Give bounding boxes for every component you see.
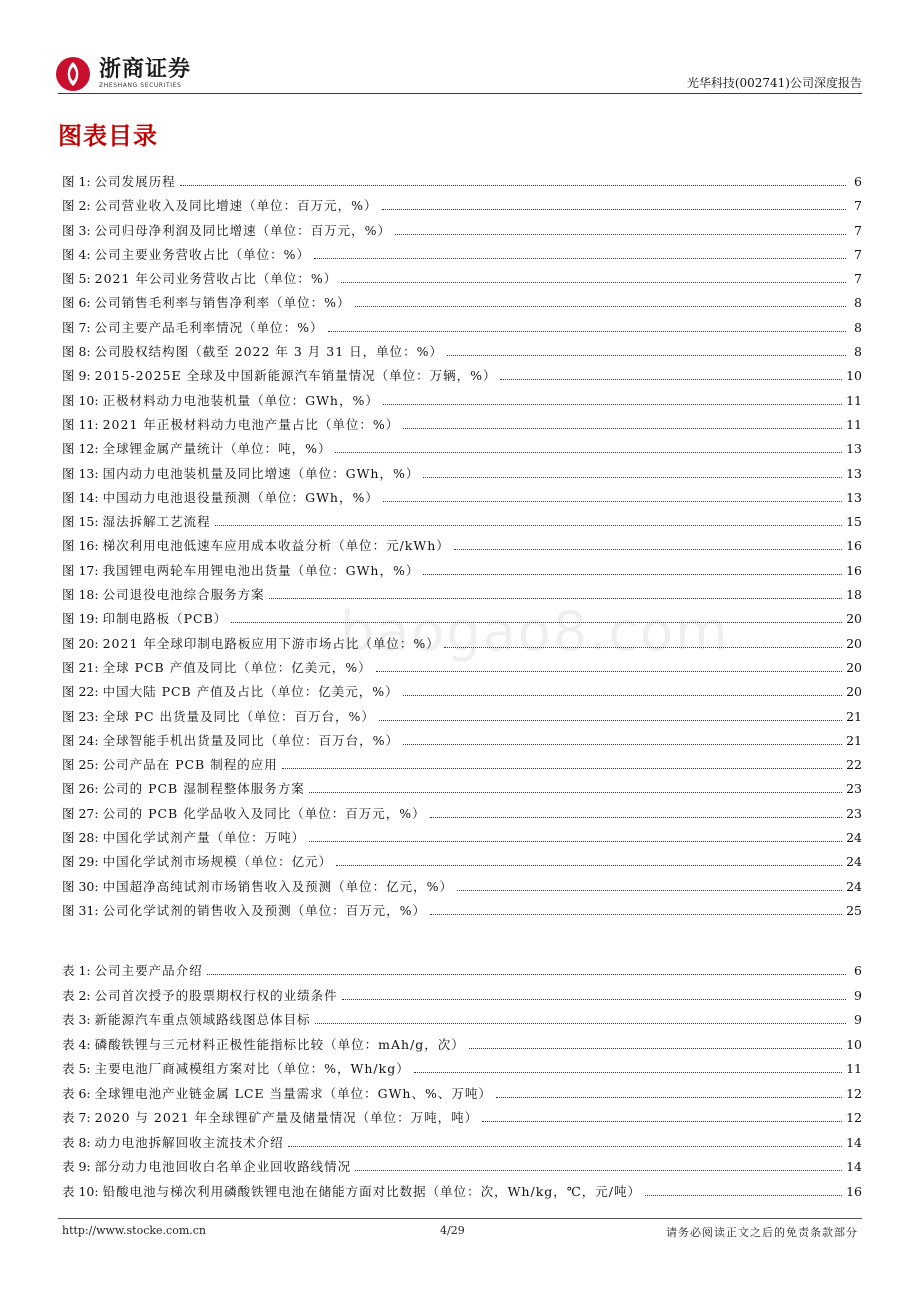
header-divider — [58, 93, 862, 94]
figure-entry-label: 图 12: — [62, 441, 99, 457]
table-entry-label: 表 7: — [62, 1110, 91, 1125]
figure-entry-label: 图 11: — [62, 416, 99, 432]
table-entry[interactable] — [62, 961, 862, 986]
figure-entry-page: 16 — [846, 562, 862, 578]
figure-entry-label: 图 29: — [62, 854, 99, 870]
table-entry-label: 表 5: — [62, 1061, 91, 1076]
table-entry-title: 公司首次授予的股票期权行权的业绩条件 — [94, 987, 338, 1003]
figure-entry-page: 8 — [854, 319, 862, 335]
figure-entry-page: 7 — [854, 198, 862, 214]
table-entry-title: 磷酸铁锂与三元材料正极性能指标比较（单位：mAh/g，次） — [94, 1036, 465, 1052]
figure-entry-page: 24 — [846, 878, 862, 894]
leader-dots — [383, 394, 842, 405]
figure-entry-label: 图 10: — [62, 392, 99, 408]
figure-entry[interactable] — [62, 877, 862, 901]
leader-dots — [403, 685, 843, 696]
figure-entry-title: 湿法拆解工艺流程 — [102, 514, 211, 530]
figure-entry-title: 中国大陆 PCB 产值及占比（单位：亿美元，%） — [102, 684, 399, 700]
leader-dots — [376, 661, 843, 672]
figure-entry-label: 图 6: — [62, 295, 91, 311]
figure-entry-label: 图 28: — [62, 830, 99, 846]
figure-entry-page: 10 — [846, 368, 862, 384]
figure-entry-label: 图 30: — [62, 878, 99, 894]
leader-dots — [496, 1087, 842, 1098]
figure-entry-title: 全球 PC 出货量及同比（单位：百万台，%） — [102, 708, 375, 724]
figure-entry-title: 公司归母净利润及同比增速（单位：百万元，%） — [94, 222, 392, 238]
leader-dots — [379, 710, 842, 721]
table-entry-page: 14 — [846, 1159, 862, 1174]
figure-entry-title: 国内动力电池装机量及同比增速（单位：GWh，%） — [102, 465, 420, 481]
figure-entry-label: 图 17: — [62, 562, 99, 578]
leader-dots — [382, 199, 846, 210]
figure-entry-page: 20 — [846, 611, 862, 627]
footer-divider — [58, 1218, 862, 1219]
figure-entry-title: 中国超净高纯试剂市场销售收入及预测（单位：亿元，%） — [102, 878, 453, 894]
figure-entry[interactable] — [62, 731, 862, 755]
figure-entry-title: 公司发展历程 — [94, 174, 176, 189]
figure-entry[interactable] — [62, 585, 862, 609]
figure-entry-label: 图 24: — [62, 732, 99, 748]
figure-entry-title: 中国化学试剂市场规模（单位：亿元） — [102, 854, 333, 870]
leader-dots — [282, 758, 842, 769]
figure-entry[interactable] — [62, 464, 862, 488]
leader-dots — [314, 248, 846, 259]
table-entry-title: 主要电池厂商减模组方案对比（单位：%，Wh/kg） — [94, 1061, 410, 1076]
figure-entry-label: 图 15: — [62, 514, 99, 530]
figure-entry-title: 2021 年公司业务营收占比（单位：%） — [94, 271, 338, 287]
figure-entry-label: 图 31: — [62, 902, 99, 918]
figure-entry-label: 图 19: — [62, 611, 99, 627]
footer-url-link[interactable]: http://www.stocke.com.cn — [62, 1224, 206, 1237]
figure-entry-title: 公司化学试剂的销售收入及预测（单位：百万元，%） — [102, 902, 426, 918]
leader-dots — [447, 345, 846, 356]
figure-entry[interactable] — [62, 342, 862, 366]
figure-entry-label: 图 4: — [62, 246, 91, 262]
figure-entry-page: 13 — [846, 441, 862, 457]
figure-entry-title: 公司主要业务营收占比（单位：%） — [94, 246, 311, 262]
logo-text-cn: 浙商证券 — [99, 57, 192, 82]
figure-entry-title: 公司的 PCB 湿制程整体服务方案 — [102, 781, 305, 797]
figure-entry[interactable] — [62, 196, 862, 220]
figure-entry[interactable] — [62, 609, 862, 633]
figure-entry-label: 图 20: — [62, 635, 99, 651]
figure-entry-title: 2021 年全球印制电路板应用下游市场占比（单位：%） — [102, 635, 440, 651]
table-entry-title: 部分动力电池回收白名单企业回收路线情况 — [94, 1159, 352, 1174]
figure-entry-page: 21 — [846, 708, 862, 724]
figure-entry[interactable] — [62, 658, 862, 682]
table-entry-page: 6 — [854, 963, 862, 978]
figure-entry-title: 公司产品在 PCB 制程的应用 — [102, 757, 278, 773]
figure-entry-title: 全球 PCB 产值及同比（单位：亿美元，%） — [102, 659, 372, 675]
figure-entry-title: 公司股权结构图（截至 2022 年 3 月 31 日，单位：%） — [94, 344, 444, 360]
figure-entry-label: 图 5: — [62, 271, 91, 287]
leader-dots — [454, 539, 842, 550]
leader-dots — [355, 296, 846, 307]
leader-dots — [315, 1013, 846, 1024]
figure-entry-page: 24 — [846, 830, 862, 846]
figure-entry-title: 正极材料动力电池装机量（单位：GWh，%） — [102, 392, 379, 408]
page-header — [0, 0, 920, 100]
figure-entry-label: 图 23: — [62, 708, 99, 724]
figure-entry[interactable] — [62, 755, 862, 779]
leader-dots — [395, 224, 846, 235]
table-entry[interactable] — [62, 1010, 862, 1035]
figure-entry[interactable] — [62, 852, 862, 876]
figure-entry-page: 21 — [846, 732, 862, 748]
figure-entry-page: 6 — [854, 174, 862, 189]
figure-entry-page: 18 — [846, 587, 862, 603]
figure-entry[interactable] — [62, 634, 862, 658]
figure-entry[interactable] — [62, 512, 862, 536]
figure-entry-title: 梯次利用电池低速车应用成本收益分析（单位：元/kWh） — [102, 538, 450, 554]
figure-entry-title: 公司销售毛利率与销售净利率（单位：%） — [94, 295, 351, 311]
figure-entry-title: 公司主要产品毛利率情况（单位：%） — [94, 319, 324, 335]
table-entry-title: 2020 与 2021 年全球锂矿产量及储量情况（单位：万吨，吨） — [94, 1110, 479, 1125]
figure-entry[interactable] — [62, 293, 862, 317]
figure-entry-page: 8 — [854, 295, 862, 311]
table-entry-page: 9 — [854, 987, 862, 1003]
leader-dots — [341, 272, 846, 283]
leader-dots — [269, 588, 842, 599]
figure-list — [62, 172, 862, 925]
leader-dots — [500, 369, 842, 380]
figure-entry-page: 7 — [854, 271, 862, 287]
table-entry-label: 表 3: — [62, 1012, 91, 1027]
leader-dots — [430, 807, 843, 818]
figure-entry[interactable] — [62, 682, 862, 706]
page-number: 4/29 — [440, 1224, 465, 1237]
figure-entry-page: 25 — [846, 902, 862, 918]
leader-dots — [288, 1136, 842, 1147]
figure-entry[interactable] — [62, 318, 862, 342]
figure-entry[interactable] — [62, 391, 862, 415]
figure-entry[interactable] — [62, 828, 862, 852]
figure-entry-page: 11 — [846, 392, 862, 408]
table-entry-title: 铅酸电池与梯次利用磷酸铁锂电池在储能方面对比数据（单位：次，Wh/kg，℃，元/吨） — [102, 1183, 641, 1199]
figure-entry-page: 13 — [846, 489, 862, 505]
table-entry-page: 11 — [846, 1061, 862, 1076]
leader-dots — [355, 1160, 842, 1171]
figure-entry[interactable] — [62, 804, 862, 828]
table-entry[interactable] — [62, 1084, 862, 1109]
figure-entry-page: 20 — [846, 659, 862, 675]
leader-dots — [645, 1185, 842, 1196]
table-entry-title: 新能源汽车重点领域路线图总体目标 — [94, 1012, 311, 1027]
figure-entry[interactable] — [62, 269, 862, 293]
leader-dots — [403, 734, 842, 745]
table-entry[interactable] — [62, 1157, 862, 1182]
leader-dots — [335, 442, 842, 453]
leader-dots — [430, 904, 842, 915]
figure-entry-page: 13 — [846, 465, 862, 481]
figure-entry-title: 印制电路板（PCB） — [102, 611, 228, 627]
figure-entry[interactable] — [62, 707, 862, 731]
table-entry-label: 表 2: — [62, 987, 91, 1003]
figure-entry-title: 公司退役电池综合服务方案 — [102, 587, 265, 603]
leader-dots — [444, 637, 842, 648]
table-entry-title: 全球锂电池产业链金属 LCE 当量需求（单位：GWh、%、万吨） — [94, 1085, 492, 1101]
leader-dots — [423, 467, 842, 478]
figure-entry-title: 2021 年正极材料动力电池产量占比（单位：%） — [102, 416, 400, 432]
table-entry[interactable] — [62, 986, 862, 1011]
leader-dots — [309, 782, 842, 793]
figure-entry-label: 图 14: — [62, 489, 99, 505]
table-entry[interactable] — [62, 1182, 862, 1207]
table-entry-label: 表 1: — [62, 963, 91, 978]
figure-entry-page: 24 — [846, 854, 862, 870]
figure-entry-page: 15 — [846, 514, 862, 530]
leader-dots — [403, 418, 842, 429]
figure-entry-label: 图 8: — [62, 344, 91, 360]
figure-entry[interactable] — [62, 488, 862, 512]
figure-entry[interactable] — [62, 779, 862, 803]
leader-dots — [342, 989, 846, 1000]
figure-entry-page: 8 — [854, 344, 862, 360]
figure-entry-label: 图 21: — [62, 659, 99, 675]
leader-dots — [383, 491, 842, 502]
figure-entry-page: 7 — [854, 222, 862, 238]
table-entry-page: 12 — [846, 1110, 862, 1125]
leader-dots — [207, 964, 846, 975]
figure-entry-title: 中国化学试剂产量（单位：万吨） — [102, 830, 306, 846]
table-entry-title: 动力电池拆解回收主流技术介绍 — [94, 1134, 284, 1150]
figure-entry[interactable] — [62, 901, 862, 925]
figure-entry-label: 图 9: — [62, 368, 91, 384]
figure-entry-label: 图 2: — [62, 198, 91, 214]
figure-entry-title: 公司的 PCB 化学品收入及同比（单位：百万元，%） — [102, 805, 426, 821]
figure-entry-page: 16 — [846, 538, 862, 554]
figure-entry-title: 全球智能手机出货量及同比（单位：百万台，%） — [102, 732, 399, 748]
figure-entry-title: 全球锂金属产量统计（单位：吨，%） — [102, 441, 332, 457]
leader-dots — [414, 1062, 842, 1073]
figure-entry[interactable] — [62, 366, 862, 390]
figure-entry-label: 图 16: — [62, 538, 99, 554]
table-entry-label: 表 10: — [62, 1183, 99, 1199]
figure-entry-page: 20 — [846, 684, 862, 700]
figure-entry-page: 11 — [846, 416, 862, 432]
table-entry-page: 16 — [846, 1183, 862, 1199]
figure-entry-title: 2015-2025E 全球及中国新能源汽车销量情况（单位：万辆，%） — [94, 368, 497, 384]
figure-entry-label: 图 3: — [62, 222, 91, 238]
table-entry[interactable] — [62, 1035, 862, 1060]
figure-entry-label: 图 26: — [62, 781, 99, 797]
leader-dots — [336, 855, 842, 866]
table-entry[interactable] — [62, 1059, 862, 1084]
leader-dots — [309, 831, 842, 842]
report-title: 光华科技(002741)公司深度报告 — [686, 76, 862, 90]
figure-entry-label: 图 27: — [62, 805, 99, 821]
figure-entry-label: 图 22: — [62, 684, 99, 700]
leader-dots — [457, 880, 842, 891]
toc-heading: 图表目录 — [58, 121, 158, 150]
table-entry[interactable] — [62, 1108, 862, 1133]
table-entry-label: 表 6: — [62, 1085, 91, 1101]
figure-entry[interactable] — [62, 536, 862, 560]
leader-dots — [231, 612, 842, 623]
figure-entry-page: 7 — [854, 246, 862, 262]
table-entry-title: 公司主要产品介绍 — [94, 963, 203, 978]
figure-entry-page: 22 — [846, 757, 862, 773]
figure-entry-page: 23 — [846, 781, 862, 797]
figure-entry-label: 图 13: — [62, 465, 99, 481]
disclaimer-note: 请务必阅读正文之后的免责条款部分 — [666, 1226, 858, 1239]
figure-entry-label: 图 25: — [62, 757, 99, 773]
figure-entry-page: 20 — [846, 635, 862, 651]
figure-entry-title: 公司营业收入及同比增速（单位：百万元，%） — [94, 198, 378, 214]
table-entry-page: 14 — [846, 1134, 862, 1150]
table-entry-label: 表 4: — [62, 1036, 91, 1052]
leader-dots — [215, 515, 842, 526]
watermark: baogao8.com — [340, 600, 730, 663]
figure-entry[interactable] — [62, 561, 862, 585]
figure-entry-page: 23 — [846, 805, 862, 821]
table-entry[interactable] — [62, 1133, 862, 1158]
leader-dots — [482, 1111, 842, 1122]
table-entry-label: 表 8: — [62, 1134, 91, 1150]
figure-entry-label: 图 1: — [62, 174, 91, 189]
table-entry-page: 9 — [854, 1012, 862, 1027]
figure-entry-label: 图 18: — [62, 587, 99, 603]
figure-entry[interactable] — [62, 439, 862, 463]
figure-entry[interactable] — [62, 172, 862, 196]
leader-dots — [180, 175, 846, 186]
table-entry-label: 表 9: — [62, 1159, 91, 1174]
table-entry-page: 10 — [846, 1036, 862, 1052]
figure-entry[interactable] — [62, 245, 862, 269]
figure-entry-title: 我国锂电两轮车用锂电池出货量（单位：GWh，%） — [102, 562, 420, 578]
figure-entry[interactable] — [62, 415, 862, 439]
leader-dots — [423, 564, 842, 575]
leader-dots — [469, 1038, 842, 1049]
table-entry-page: 12 — [846, 1085, 862, 1101]
figure-entry[interactable] — [62, 221, 862, 245]
figure-entry-title: 中国动力电池退役量预测（单位：GWh，%） — [102, 489, 379, 505]
company-logo — [55, 56, 191, 92]
zheshang-logo-icon — [55, 56, 91, 92]
figure-entry-label: 图 7: — [62, 319, 91, 335]
table-list — [62, 961, 862, 1206]
logo-text-en: ZHESHANG SECURITIES — [99, 82, 182, 89]
leader-dots — [328, 321, 846, 332]
